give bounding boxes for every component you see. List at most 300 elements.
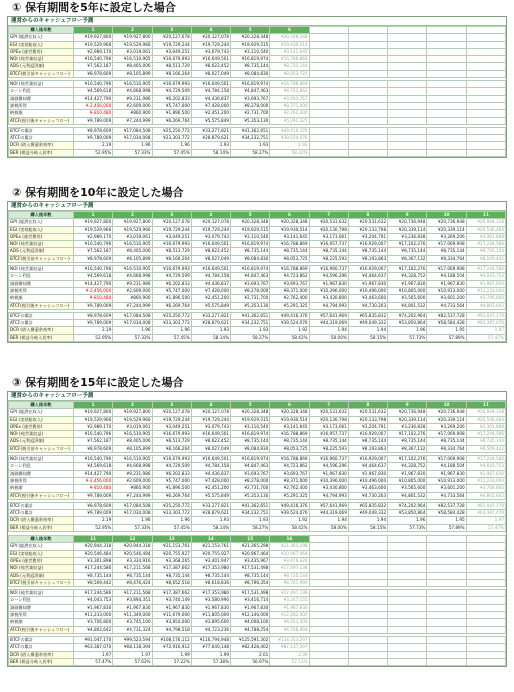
empty-cell xyxy=(348,34,387,41)
cell-btcf_cum: ¥17,084,508 xyxy=(113,127,152,134)
table-row xyxy=(9,612,506,619)
table-row xyxy=(9,597,506,604)
table-row xyxy=(9,127,506,134)
cell-noi: ¥16,929,007 xyxy=(348,241,387,248)
row-label-noi: NOI (純営業収益) xyxy=(9,241,74,248)
empty-cell xyxy=(427,626,466,633)
cell-opex: ¥3,269,206 xyxy=(427,233,466,240)
cell-loan: ¥4,328,752 xyxy=(388,273,427,280)
cell-btcf_cum: ¥91,047,170 xyxy=(466,312,505,319)
sheet-10-years xyxy=(7,201,507,343)
cell-dep: ¥1,967,830 xyxy=(427,470,466,477)
cell-gpi: ¥19,927,800 xyxy=(113,409,152,416)
cell-loan: ¥4,729,509 xyxy=(152,463,191,470)
cell-dcr: 1.94 xyxy=(309,327,348,334)
empty-cell xyxy=(388,48,427,55)
cell-ads: ¥8,405,006 xyxy=(113,63,152,70)
empty-header xyxy=(388,27,427,34)
table-row xyxy=(9,117,506,124)
cell-atcf: ¥6,269,764 xyxy=(152,117,191,124)
empty-cell xyxy=(309,565,348,572)
cell-noi: ¥16,540,796 xyxy=(74,241,113,248)
cell-loan: ¥4,569,618 xyxy=(74,463,113,470)
empty-cell xyxy=(348,658,387,665)
row-label-opex: OPEx (運営費用) xyxy=(9,423,74,430)
cell-btcf: ¥8,652,518 xyxy=(152,579,191,586)
row-label-noi: NOI (純営業収益) xyxy=(9,56,74,63)
cell-loan: ¥4,464,637 xyxy=(348,463,387,470)
row-label-btcf_cum: BTCFの累計 xyxy=(9,502,74,509)
empty-cell xyxy=(388,70,427,77)
cell-egi: ¥20,339,114 xyxy=(388,416,427,423)
cell-dcr: 2.00 xyxy=(270,651,309,658)
cell-taxable: ¥-2,456,000 xyxy=(74,102,113,109)
cell-taxable: ¥8,278,000 xyxy=(231,287,270,294)
cell-ber: 57.22% xyxy=(152,658,191,665)
row-label-noi: NOI (純営業収益) xyxy=(9,431,74,438)
row-label-noi2: NOI (純営業収益) xyxy=(9,456,74,463)
cell-gpi: ¥20,531,632 xyxy=(348,409,387,416)
cell-btcf_cum: ¥41,362,651 xyxy=(231,127,270,134)
row-label-gpi: GPI (総潜在収入) xyxy=(9,409,74,416)
cell-atcf_cum: ¥23,303,772 xyxy=(152,135,191,142)
cell-opex: ¥3,204,791 xyxy=(348,233,387,240)
row-label-ber: BER (損益分岐入居率) xyxy=(9,524,74,531)
row-label-dcr: DCR (借入償還余裕率) xyxy=(9,327,74,334)
cell-btcf: ¥8,618,836 xyxy=(191,579,230,586)
empty-cell xyxy=(427,543,466,550)
first-col-header: 購入後年数 xyxy=(9,402,74,409)
cell-opex: ¥3,401,947 xyxy=(191,557,230,564)
empty-cell xyxy=(348,565,387,572)
cell-opex: ¥3,079,743 xyxy=(191,233,230,240)
empty-cell xyxy=(309,658,348,665)
cell-atcf_cum: ¥58,584,428 xyxy=(427,510,466,517)
empty-cell xyxy=(309,117,348,124)
cell-dep: ¥6,202,833 xyxy=(152,95,191,102)
empty-header xyxy=(466,27,505,34)
cell-btcf: ¥8,166,264 xyxy=(152,70,191,77)
cell-btcf: ¥8,476,424 xyxy=(113,579,152,586)
cell-noi: ¥16,510,905 xyxy=(113,241,152,248)
empty-cell xyxy=(427,81,466,88)
cell-noi2: ¥17,497,138 xyxy=(270,590,309,597)
empty-cell xyxy=(348,572,387,579)
empty-cell xyxy=(427,117,466,124)
cell-atcf_cum: ¥23,303,772 xyxy=(152,510,191,517)
heading-5-years: ① 保有期間を5年に設定した場合 xyxy=(12,1,176,14)
cell-egi: ¥19,529,966 xyxy=(74,41,113,48)
sheet-5-years xyxy=(7,16,507,158)
year-header: 4 xyxy=(191,27,230,34)
cell-ads: ¥8,735,144 xyxy=(388,438,427,445)
cell-opex: ¥3,110,540 xyxy=(231,233,270,240)
empty-cell xyxy=(388,63,427,70)
cell-opex: ¥2,989,170 xyxy=(74,423,113,430)
cell-ads: ¥8,735,144 xyxy=(427,248,466,255)
cell-dep: ¥3,693,767 xyxy=(270,280,309,287)
cell-atcf_cum: ¥49,049,332 xyxy=(348,510,387,517)
cell-egi: ¥20,339,114 xyxy=(427,226,466,233)
empty-cell xyxy=(427,70,466,77)
cell-noi2: ¥17,244,586 xyxy=(74,590,113,597)
empty-cell xyxy=(427,110,466,117)
empty-cell xyxy=(427,142,466,149)
empty-cell xyxy=(348,56,387,63)
empty-cell xyxy=(309,579,348,586)
table-row xyxy=(9,295,506,302)
row-label-noi2: NOI (純営業収益) xyxy=(9,590,74,597)
cell-noi: ¥17,497,138 xyxy=(270,565,309,572)
cell-gpi: ¥20,531,632 xyxy=(348,219,387,226)
cell-loan: ¥4,847,463 xyxy=(231,88,270,95)
cell-tax: ¥2,731,700 xyxy=(231,110,270,117)
cell-egi: ¥20,755,927 xyxy=(191,550,230,557)
cell-taxable: ¥11,679,000 xyxy=(152,612,191,619)
empty-cell xyxy=(309,636,348,643)
cell-dep: ¥1,967,830 xyxy=(191,604,230,611)
cell-loan: ¥4,729,509 xyxy=(152,88,191,95)
empty-cell xyxy=(466,102,505,109)
empty-cell xyxy=(466,658,505,665)
empty-cell xyxy=(388,110,427,117)
cell-tax: ¥2,762,400 xyxy=(270,110,309,117)
empty-cell xyxy=(466,590,505,597)
cell-tax: ¥3,601,200 xyxy=(427,485,466,492)
table-row xyxy=(9,34,506,41)
cell-dcr: 1.97 xyxy=(74,651,113,658)
cell-dcr: 2.19 xyxy=(74,142,113,149)
cell-noi2: ¥17,069,908 xyxy=(427,266,466,273)
row-label-ber: BER (損益分岐入居率) xyxy=(9,334,74,341)
cell-atcf: ¥6,269,764 xyxy=(152,302,191,309)
cell-loan: ¥4,784,158 xyxy=(191,88,230,95)
cell-noi: ¥16,679,993 xyxy=(152,431,191,438)
cell-opex: ¥3,049,251 xyxy=(152,48,191,55)
cell-dep: ¥9,231,986 xyxy=(113,280,152,287)
cell-noi: ¥17,102,276 xyxy=(388,241,427,248)
table-row xyxy=(9,320,506,327)
cell-gpi: ¥19,927,800 xyxy=(74,219,113,226)
cell-gpi: ¥20,127,078 xyxy=(191,34,230,41)
cell-noi2: ¥16,540,796 xyxy=(74,81,113,88)
table-row xyxy=(9,470,506,477)
cell-gpi: ¥20,127,078 xyxy=(152,219,191,226)
cell-dep: ¥3,693,767 xyxy=(270,470,309,477)
empty-cell xyxy=(466,651,505,658)
cell-noi: ¥16,929,007 xyxy=(348,431,387,438)
row-label-opex: OPEx (運営費用) xyxy=(9,48,74,55)
cell-gpi: ¥20,736,948 xyxy=(427,409,466,416)
cell-noi2: ¥16,510,905 xyxy=(113,456,152,463)
row-label-btcf: BTCF(税引前キャッシュフロー) xyxy=(9,579,74,586)
cell-taxable: ¥10,496,000 xyxy=(348,477,387,484)
cell-opex: ¥2,989,170 xyxy=(74,48,113,55)
empty-cell xyxy=(309,612,348,619)
empty-cell xyxy=(348,651,387,658)
cell-noi: ¥16,819,974 xyxy=(231,241,270,248)
cell-noi2: ¥16,510,905 xyxy=(113,81,152,88)
empty-cell xyxy=(427,604,466,611)
cell-btcf: ¥8,978,609 xyxy=(74,445,113,452)
cell-taxable: ¥10,496,000 xyxy=(348,287,387,294)
year-header: 5 xyxy=(231,402,270,409)
cell-gpi: ¥20,328,348 xyxy=(270,219,309,226)
cell-tax: ¥860,900 xyxy=(113,110,152,117)
empty-cell xyxy=(309,590,348,597)
cell-egi: ¥20,546,484 xyxy=(74,550,113,557)
row-label-gpi: GPI (総潜在収入) xyxy=(9,34,74,41)
table-row xyxy=(9,565,506,572)
table-row xyxy=(9,41,506,48)
cell-ber: 58.14% xyxy=(191,524,230,531)
cell-ads: ¥8,735,144 xyxy=(348,248,387,255)
empty-cell xyxy=(348,149,387,156)
empty-cell xyxy=(348,557,387,564)
empty-cell xyxy=(466,604,505,611)
cell-taxable: ¥10,396,000 xyxy=(309,287,348,294)
cell-opex: ¥3,141,645 xyxy=(270,423,309,430)
cell-atcf: ¥4,802,642 xyxy=(466,302,505,309)
cell-dep: ¥1,967,830 xyxy=(270,604,309,611)
cell-gpi: ¥20,328,348 xyxy=(270,409,309,416)
cell-tax: ¥-810,480 xyxy=(74,485,113,492)
empty-cell xyxy=(466,110,505,117)
cell-egi: ¥19,729,244 xyxy=(191,41,230,48)
table-row xyxy=(9,95,506,102)
cell-atcf_cum: ¥44,319,069 xyxy=(309,510,348,517)
cell-btcf: ¥8,796,354 xyxy=(231,579,270,586)
cell-atcf_cum: ¥28,879,621 xyxy=(191,135,230,142)
cell-loan: ¥3,894,351 xyxy=(113,597,152,604)
cell-atcf: ¥4,730,263 xyxy=(348,492,387,499)
empty-header xyxy=(348,536,387,543)
cell-opex: ¥3,204,791 xyxy=(348,423,387,430)
cell-atcf_cum: ¥63,387,070 xyxy=(466,320,505,327)
empty-header xyxy=(309,27,348,34)
row-label-atcf: ATCF(税引後キャッシュフロー) xyxy=(9,302,74,309)
cell-tax: ¥2,731,700 xyxy=(231,295,270,302)
year-header: 4 xyxy=(191,402,230,409)
year-header: 1 xyxy=(74,27,113,34)
cell-dcr: 1.96 xyxy=(388,517,427,524)
cell-tax: ¥860,900 xyxy=(113,485,152,492)
cell-dcr: 1.96 xyxy=(113,517,152,524)
row-label-ber: BER (損益分岐入居率) xyxy=(9,658,74,665)
cell-ads: ¥8,405,006 xyxy=(113,438,152,445)
cell-dep: ¥14,427,790 xyxy=(74,95,113,102)
cell-atcf_cum: ¥72,916,912 xyxy=(152,644,191,651)
table-row xyxy=(9,226,506,233)
empty-header xyxy=(427,27,466,34)
empty-cell xyxy=(466,644,505,651)
cell-egi: ¥19,729,244 xyxy=(152,41,191,48)
cell-btcf_cum: ¥125,591,302 xyxy=(231,636,270,643)
cell-opex: ¥3,269,206 xyxy=(427,423,466,430)
cell-atcf: ¥5,575,849 xyxy=(191,302,230,309)
cell-gpi: ¥20,944,318 xyxy=(113,543,152,550)
cell-egi: ¥19,929,515 xyxy=(231,226,270,233)
cell-ber: 58.27% xyxy=(231,334,270,341)
row-label-loan: ローン利息 xyxy=(9,273,74,280)
cell-tax: ¥2,451,200 xyxy=(191,485,230,492)
cell-taxable: ¥-2,456,000 xyxy=(74,477,113,484)
cell-tax: ¥1,896,500 xyxy=(152,295,191,302)
empty-cell xyxy=(348,135,387,142)
cell-noi: ¥16,819,974 xyxy=(231,56,270,63)
empty-cell xyxy=(466,557,505,564)
cell-dep: ¥3,693,767 xyxy=(270,95,309,102)
cell-taxable: ¥11,233,000 xyxy=(466,477,505,484)
cell-gpi: ¥20,736,948 xyxy=(388,219,427,226)
cell-opex: ¥3,236,838 xyxy=(388,233,427,240)
cell-noi2: ¥16,819,974 xyxy=(231,456,270,463)
empty-cell xyxy=(466,149,505,156)
table-row xyxy=(9,604,506,611)
table-row xyxy=(9,334,506,341)
sheet-15-years xyxy=(7,391,507,667)
year-header: 13 xyxy=(152,536,191,543)
cell-dep: ¥1,967,830 xyxy=(309,470,348,477)
cell-btcf: ¥8,761,994 xyxy=(270,579,309,586)
empty-cell xyxy=(466,550,505,557)
row-label-tax: 納税額 xyxy=(9,110,74,117)
first-col-header: 購入後年数 xyxy=(9,27,74,34)
cell-atcf: ¥5,291,325 xyxy=(270,492,309,499)
table-row xyxy=(9,543,506,550)
table-row xyxy=(9,48,506,55)
cell-gpi: ¥21,153,761 xyxy=(152,543,191,550)
empty-header xyxy=(427,536,466,543)
sheet-title: 運営からのキャッシュフロー予測 xyxy=(8,17,506,26)
row-label-gpi: GPI (総潜在収入) xyxy=(9,543,74,550)
cell-ads: ¥8,513,729 xyxy=(152,438,191,445)
cell-btcf: ¥8,027,049 xyxy=(191,255,230,262)
empty-cell xyxy=(309,48,348,55)
cell-atcf: ¥5,353,130 xyxy=(231,302,270,309)
cell-btcf: ¥8,367,132 xyxy=(388,255,427,262)
cell-gpi: ¥20,127,078 xyxy=(152,409,191,416)
empty-cell xyxy=(348,142,387,149)
cell-btcf: ¥8,334,764 xyxy=(427,255,466,262)
cell-btcf_cum: ¥33,277,821 xyxy=(191,502,230,509)
row-label-btcf: BTCF(税引前キャッシュフロー) xyxy=(9,255,74,262)
empty-cell xyxy=(466,636,505,643)
cell-btcf: ¥8,193,863 xyxy=(348,255,387,262)
cell-atcf: ¥5,291,325 xyxy=(270,117,309,124)
cell-gpi: ¥20,127,078 xyxy=(191,219,230,226)
first-col-header: 購入後年数 xyxy=(9,212,74,219)
cell-ads: ¥8,622,452 xyxy=(191,438,230,445)
cell-opex: ¥3,110,540 xyxy=(231,423,270,430)
cell-egi: ¥20,546,484 xyxy=(466,416,505,423)
cell-noi: ¥17,531,498 xyxy=(231,565,270,572)
row-label-atcf_cum: ATCFの累計 xyxy=(9,644,74,651)
cell-opex: ¥3,079,743 xyxy=(191,423,230,430)
cell-dep: ¥4,436,837 xyxy=(191,280,230,287)
row-label-taxable: 課税所得 xyxy=(9,102,74,109)
cell-opex: ¥3,236,838 xyxy=(388,423,427,430)
heading-10-years: ② 保有期間を10年に設定した場合 xyxy=(12,186,184,199)
empty-cell xyxy=(427,619,466,626)
row-label-opex: OPEx (運営費用) xyxy=(9,233,74,240)
cell-dcr: 1.92 xyxy=(270,327,309,334)
cell-atcf_cum: ¥17,034,008 xyxy=(113,510,152,517)
cell-atcf: ¥4,802,642 xyxy=(466,492,505,499)
empty-cell xyxy=(466,135,505,142)
cell-opex: ¥3,368,265 xyxy=(152,557,191,564)
cell-egi: ¥20,339,114 xyxy=(388,226,427,233)
empty-cell xyxy=(309,597,348,604)
empty-cell xyxy=(388,619,427,626)
cell-gpi: ¥20,328,348 xyxy=(231,409,270,416)
empty-cell xyxy=(388,658,427,665)
cell-btcf_cum: ¥57,641,969 xyxy=(309,502,348,509)
cell-btcf_cum: ¥99,523,594 xyxy=(113,636,152,643)
cell-btcf_cum: ¥134,353,297 xyxy=(270,636,309,643)
cell-egi: ¥20,339,114 xyxy=(427,416,466,423)
empty-cell xyxy=(427,34,466,41)
cell-dep: ¥9,231,986 xyxy=(113,95,152,102)
cell-ber: 58.42% xyxy=(270,524,309,531)
cell-gpi: ¥19,927,800 xyxy=(113,34,152,41)
year-header: 5 xyxy=(231,212,270,219)
cell-dcr: 1.97 xyxy=(466,327,505,334)
cell-ads: ¥8,735,144 xyxy=(270,438,309,445)
row-label-noi: NOI (純営業収益) xyxy=(9,565,74,572)
cell-btcf_cum: ¥25,250,772 xyxy=(152,312,191,319)
empty-cell xyxy=(309,543,348,550)
cell-dcr: 1.93 xyxy=(191,327,230,334)
cell-egi: ¥19,930,514 xyxy=(270,416,309,423)
cell-ber: 57.38% xyxy=(191,658,230,665)
cell-atcf: ¥4,802,642 xyxy=(74,626,113,633)
row-label-loan: ローン利息 xyxy=(9,88,74,95)
cell-dcr: 1.92 xyxy=(270,142,309,149)
cell-opex: ¥3,301,898 xyxy=(466,233,505,240)
cell-dcr: 1.93 xyxy=(231,142,270,149)
cell-ads: ¥7,562,187 xyxy=(74,63,113,70)
empty-cell xyxy=(388,651,427,658)
cell-noi: ¥16,510,905 xyxy=(113,56,152,63)
year-header: 11 xyxy=(466,402,505,409)
cell-dcr: 2.19 xyxy=(74,327,113,334)
row-label-taxable: 課税所得 xyxy=(9,612,74,619)
cell-btcf_cum: ¥8,978,609 xyxy=(74,127,113,134)
table-row xyxy=(9,287,506,294)
row-label-dcr: DCR (借入償還余裕率) xyxy=(9,142,74,149)
cell-dcr: 1.99 xyxy=(152,651,191,658)
cell-atcf: ¥9,789,009 xyxy=(74,302,113,309)
cell-taxable: ¥11,805,000 xyxy=(191,612,230,619)
cell-ads: ¥8,735,144 xyxy=(270,572,309,579)
empty-cell xyxy=(466,48,505,55)
empty-cell xyxy=(427,550,466,557)
cell-ads: ¥8,735,144 xyxy=(309,248,348,255)
table-row xyxy=(9,56,506,63)
cell-dcr: 1.94 xyxy=(309,517,348,524)
row-label-noi2: NOI (純営業収益) xyxy=(9,266,74,273)
row-label-egi: EGI (実効総収入) xyxy=(9,416,74,423)
table-row xyxy=(9,492,506,499)
empty-cell xyxy=(466,597,505,604)
cell-btcf: ¥8,334,764 xyxy=(427,445,466,452)
table-row xyxy=(9,619,506,626)
cell-btcf_cum: ¥74,202,964 xyxy=(388,312,427,319)
cell-egi: ¥19,529,966 xyxy=(113,41,152,48)
table-row xyxy=(9,658,506,665)
cell-taxable: ¥11,233,000 xyxy=(466,287,505,294)
